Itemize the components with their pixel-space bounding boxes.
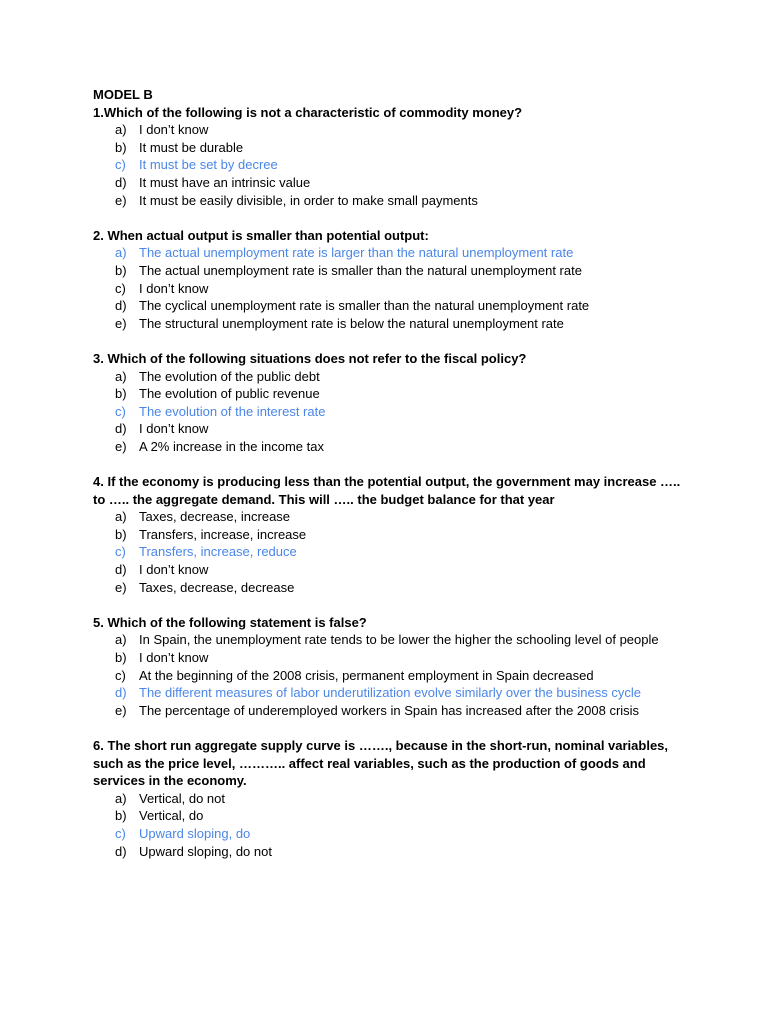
option-letter: e): [115, 438, 127, 454]
answer-option: [93, 631, 683, 649]
option-letter: d): [115, 843, 127, 859]
option-letter: c): [115, 403, 126, 419]
answer-option: [93, 508, 683, 526]
option-text: Taxes, decrease, decrease: [139, 579, 295, 595]
option-text: The cyclical unemployment rate is smaller than the natural unemployment rate: [139, 298, 590, 314]
option-letter: e): [115, 702, 127, 718]
question-6: [93, 737, 683, 860]
question-4: [93, 473, 683, 596]
answer-option: [93, 315, 683, 333]
option-letter: c): [115, 157, 126, 173]
option-letter: b): [115, 262, 127, 278]
option-text: Vertical, do not: [139, 790, 225, 806]
question-text: 5. Which of the following statement is false?: [93, 614, 367, 630]
answer-option: [93, 438, 683, 456]
answer-option-correct: [93, 244, 683, 262]
option-text: Transfers, increase, reduce: [139, 544, 297, 560]
option-text: The evolution of the interest rate: [139, 403, 326, 419]
question-text: 6. The short run aggregate supply curve is ……., because in the short-run, nominal variables, such as the price level, ……….. affect real variables, such as the production of goods and services in the economy.: [93, 737, 669, 789]
option-list: [93, 368, 683, 456]
option-letter: c): [115, 667, 126, 683]
answer-option: [93, 121, 683, 139]
option-letter: d): [115, 421, 127, 437]
answer-option: [93, 579, 683, 597]
question-text: 4. If the economy is producing less than the potential output, the government may increase ….. to ….. the aggregate demand. This will ….. the budget balance for that year: [93, 474, 681, 507]
option-text: It must be durable: [139, 139, 244, 155]
answer-option: [93, 807, 683, 825]
option-letter: e): [115, 192, 127, 208]
answer-option-correct: [93, 684, 683, 702]
option-list: [93, 244, 683, 332]
question-text: 2. When actual output is smaller than potential output:: [93, 227, 429, 243]
option-text: I don’t know: [139, 122, 209, 138]
question-text: 3. Which of the following situations does not refer to the fiscal policy?: [93, 350, 527, 366]
answer-option: [93, 262, 683, 280]
answer-option: [93, 139, 683, 157]
option-letter: d): [115, 685, 127, 701]
option-list: [93, 790, 683, 860]
option-letter: d): [115, 298, 127, 314]
option-letter: a): [115, 632, 127, 648]
answer-option: [93, 649, 683, 667]
option-letter: b): [115, 650, 127, 665]
document-page: [93, 86, 683, 878]
option-text: Upward sloping, do: [139, 825, 251, 841]
option-letter: b): [115, 526, 127, 542]
question-1: [93, 104, 683, 210]
question-list: [93, 104, 683, 861]
answer-option: [93, 368, 683, 386]
option-letter: d): [115, 174, 127, 190]
option-text: The evolution of public revenue: [139, 386, 320, 402]
option-letter: a): [115, 790, 127, 806]
option-letter: c): [115, 544, 126, 560]
option-list: [93, 121, 683, 209]
answer-option: [93, 667, 683, 685]
question-2: [93, 227, 683, 333]
option-letter: e): [115, 579, 127, 595]
option-list: [93, 631, 683, 719]
model-title: MODEL B: [93, 87, 153, 102]
answer-option: [93, 702, 683, 720]
option-letter: a): [115, 245, 127, 261]
option-letter: b): [115, 139, 127, 155]
question-5: [93, 614, 683, 720]
question-text: 1.Which of the following is not a characteristic of commodity money?: [93, 104, 523, 120]
option-letter: e): [115, 315, 127, 331]
answer-option: [93, 561, 683, 579]
option-text: I don’t know: [139, 421, 209, 437]
option-text: The actual unemployment rate is smaller than the natural unemployment rate: [139, 262, 582, 278]
option-text: The different measures of labor underutilization evolve similarly over the business cycle: [139, 685, 641, 701]
option-text: The percentage of underemployed workers in Spain has increased after the 2008 crisis: [139, 702, 640, 718]
option-text: It must have an intrinsic value: [139, 174, 311, 190]
answer-option-correct: [93, 156, 683, 174]
answer-option: [93, 192, 683, 210]
option-text: The evolution of the public debt: [139, 368, 320, 384]
option-text: Vertical, do: [139, 808, 204, 824]
answer-option: [93, 174, 683, 192]
option-letter: c): [115, 825, 126, 841]
option-text: It must be easily divisible, in order to make small payments: [139, 192, 478, 208]
option-text: I don’t know: [139, 650, 209, 665]
option-text: At the beginning of the 2008 crisis, permanent employment in Spain decreased: [139, 667, 594, 683]
question-3: [93, 350, 683, 456]
answer-option: [93, 297, 683, 315]
option-letter: b): [115, 386, 127, 402]
option-text: I don’t know: [139, 280, 209, 296]
option-letter: a): [115, 509, 127, 525]
option-list: [93, 508, 683, 596]
answer-option: [93, 280, 683, 298]
answer-option: [93, 526, 683, 544]
answer-option: [93, 385, 683, 403]
option-text: Taxes, decrease, increase: [139, 509, 291, 525]
option-letter: a): [115, 122, 127, 138]
option-letter: d): [115, 562, 127, 578]
option-text: In Spain, the unemployment rate tends to be lower the higher the schooling level of people: [139, 632, 659, 648]
option-text: The actual unemployment rate is larger than the natural unemployment rate: [139, 245, 574, 261]
option-text: Transfers, increase, increase: [139, 526, 307, 542]
answer-option-correct: [93, 543, 683, 561]
option-text: A 2% increase in the income tax: [139, 438, 324, 454]
option-letter: a): [115, 368, 127, 384]
option-text: Upward sloping, do not: [139, 843, 272, 859]
option-text: The structural unemployment rate is below the natural unemployment rate: [139, 315, 564, 331]
answer-option: [93, 420, 683, 438]
answer-option: [93, 790, 683, 808]
option-letter: c): [115, 280, 126, 296]
option-letter: b): [115, 808, 127, 824]
answer-option-correct: [93, 825, 683, 843]
option-text: It must be set by decree: [139, 157, 278, 173]
option-text: I don’t know: [139, 562, 209, 578]
answer-option: [93, 843, 683, 861]
answer-option-correct: [93, 403, 683, 421]
